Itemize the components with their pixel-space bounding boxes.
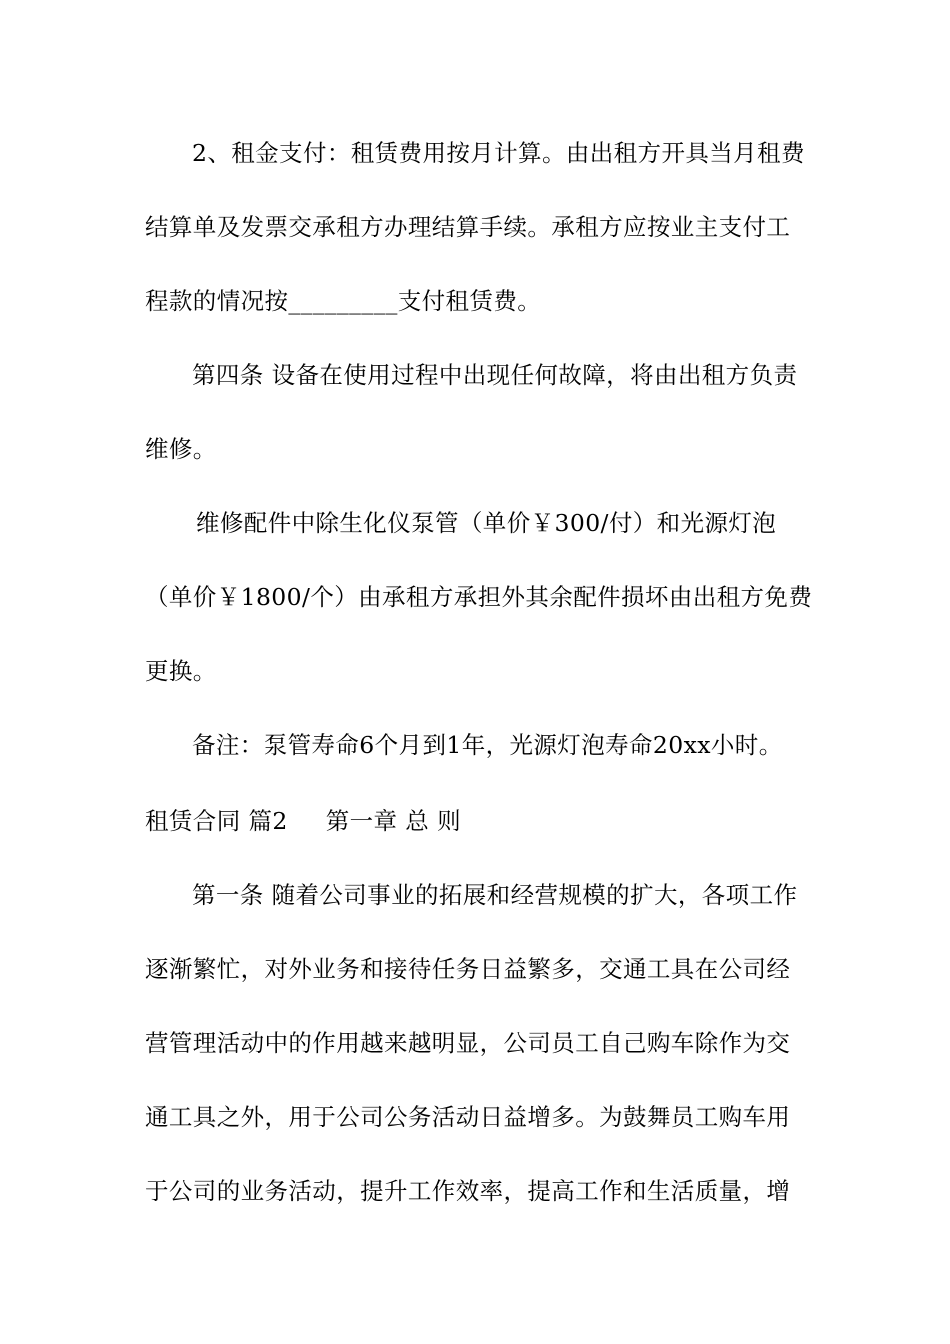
paragraph-line: 于公司的业务活动，提升工作效率，提高工作和生活质量，增 <box>145 1177 791 1205</box>
paragraph-line: 营管理活动中的作用越来越明显，公司员工自己购车除作为交 <box>145 1029 791 1057</box>
paragraph-line: （单价￥1800/个）由承租方承担外其余配件损坏由出租方免费 <box>145 583 813 611</box>
chapter-title: 第一章 总 则 <box>325 807 461 835</box>
paragraph-line: 逐渐繁忙，对外业务和接待任务日益繁多，交通工具在公司经 <box>145 955 791 983</box>
section-title: 租赁合同 篇2 <box>145 807 288 835</box>
paragraph-line: 更换。 <box>145 657 217 685</box>
paragraph-line: 第一条 随着公司事业的拓展和经营规模的扩大，各项工作 <box>192 881 798 909</box>
paragraph-line: 备注：泵管寿命6个月到1年，光源灯泡寿命20xx小时。 <box>192 731 783 759</box>
paragraph-line: 程款的情况按_________支付租赁费。 <box>145 287 542 315</box>
paragraph-line: 第四条 设备在使用过程中出现任何故障，将由出租方负责 <box>192 361 798 389</box>
section-heading <box>145 806 461 836</box>
paragraph-line: 通工具之外，用于公司公务活动日益增多。为鼓舞员工购车用 <box>145 1103 791 1131</box>
paragraph-line: 2、租金支付：租赁费用按月计算。由出租方开具当月租费 <box>192 139 805 167</box>
paragraph-line: 维修。 <box>145 435 217 463</box>
paragraph-line: 维修配件中除生化仪泵管（单价￥300/付）和光源灯泡 <box>196 509 777 537</box>
paragraph-line: 结算单及发票交承租方办理结算手续。承租方应按业主支付工 <box>145 213 791 241</box>
